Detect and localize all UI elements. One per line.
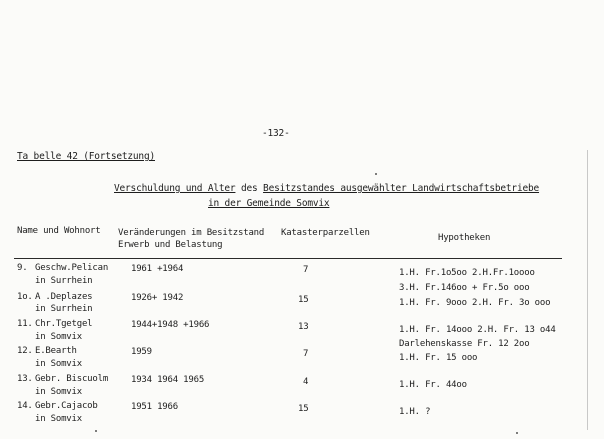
row-mortgage-extra: Darlehenskasse Fr. 12 2oo — [399, 339, 530, 349]
row-mortgage: 1.H. Fr. 15 ooo — [399, 353, 478, 363]
row-name: A .Deplazes — [35, 292, 93, 302]
row-mortgage: 1.H. Fr. 9ooo 2.H. Fr. 3o ooo — [399, 298, 551, 308]
column-header-changes-line1: Veränderungen im Besitzstand — [118, 228, 265, 238]
scan-speck — [516, 432, 518, 434]
row-number: 1o. — [17, 292, 33, 302]
row-mortgage: 1.H. Fr. 14ooo 2.H. Fr. 13 o44 — [399, 325, 556, 335]
heading-part2: des — [235, 183, 264, 194]
column-header-changes-line2: Erwerb und Belastung — [118, 240, 223, 250]
row-place: in Somvix — [35, 359, 82, 369]
row-changes: 1926+ 1942 — [131, 293, 184, 303]
row-name: Gebr. Biscuolm — [35, 374, 109, 384]
column-header-parcels: Katasterparzellen — [281, 228, 370, 238]
row-place: in Somvix — [35, 332, 82, 342]
column-header-mortgages: Hypotheken — [438, 233, 491, 243]
row-mortgage: 1.H. Fr. 44oo — [399, 380, 467, 390]
row-place: in Somvix — [35, 414, 82, 424]
row-name: Geschw.Pelican — [35, 263, 109, 273]
row-name: Chr.Tgetgel — [35, 319, 93, 329]
row-number: 11. — [17, 319, 33, 329]
row-changes: 1934 1964 1965 — [131, 375, 205, 385]
row-mortgage: 3.H. Fr.146oo + Fr.5o ooo — [399, 283, 530, 293]
table-heading — [114, 183, 539, 194]
row-changes: 1944+1948 +1966 — [131, 320, 210, 330]
row-parcels: 15 — [298, 404, 309, 414]
row-place: in Surrhein — [35, 304, 93, 314]
row-parcels: 15 — [298, 295, 309, 305]
scan-speck — [375, 173, 377, 175]
row-parcels: 4 — [303, 377, 309, 387]
row-parcels: 7 — [303, 349, 309, 359]
row-number: 12. — [17, 346, 33, 356]
row-number: 13. — [17, 374, 33, 384]
row-name: E.Bearth — [35, 346, 77, 356]
row-mortgage: 1.H. ? — [399, 407, 431, 417]
row-mortgage: 1.H. Fr.1o5oo 2.H.Fr.1oooo — [399, 268, 535, 278]
heading-part1: Verschuldung und Alter — [114, 183, 236, 194]
row-changes: 1961 +1964 — [131, 264, 184, 274]
row-parcels: 7 — [303, 265, 309, 275]
row-parcels: 13 — [298, 322, 309, 332]
table-title: Ta belle 42 (Fortsetzung) — [17, 151, 155, 162]
margin-line — [587, 150, 588, 430]
row-place: in Surrhein — [35, 276, 93, 286]
row-changes: 1951 1966 — [131, 402, 178, 412]
column-header-name: Name und Wohnort — [17, 226, 101, 236]
row-number: 14. — [17, 401, 33, 411]
page-number: -132- — [262, 128, 290, 139]
table-heading-line2: in der Gemeinde Somvix — [208, 198, 330, 209]
scan-speck — [95, 430, 97, 432]
header-rule — [14, 258, 562, 259]
row-number: 9. — [17, 263, 28, 273]
heading-part3: Besitzstandes ausgewählter Landwirtschaftsbetriebe — [263, 183, 540, 194]
row-name: Gebr.Cajacob — [35, 401, 98, 411]
row-changes: 1959 — [131, 347, 152, 357]
row-place: in Somvix — [35, 387, 82, 397]
